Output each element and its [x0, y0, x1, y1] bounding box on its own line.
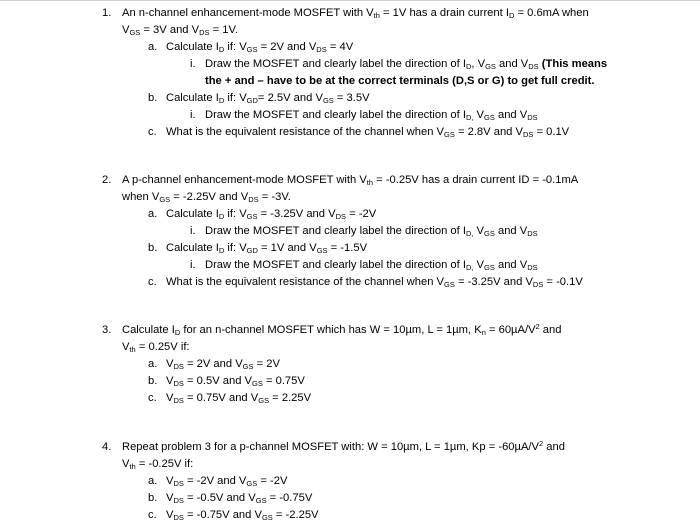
part-c-text: What is the equivalent resistance of the channel when $V_{GS} = 2.8V$ and $V_{DS} = 0.1V$ [166, 126, 570, 139]
subpart-label: i. [190, 58, 196, 70]
problem-statement-line-1: A p-channel enhancement-mode MOSFET with $V_{th} = -0.25V$ has a drain current ID = -0.1mA [122, 174, 579, 187]
problem-number: 4. [102, 441, 112, 453]
part-a-text: $V_{DS} = 2V$ and $V_{GS} = 2V$ [166, 358, 280, 371]
part-a-text: $V_{DS} = -2V$ and $V_{GS} = -2V$ [166, 475, 288, 488]
part-c-text: $V_{DS} = 0.75V$ and $V_{GS} = 2.25V$ [166, 392, 312, 405]
problem-statement-line-2: $V_{th} = 0.25V$ if: [122, 341, 190, 354]
part-label: c. [148, 392, 157, 404]
problem-statement-line-2: $V_{th} = -0.25V$ if: [122, 458, 194, 471]
problem-statement-line-2: $V_{GS} = 3V$ and $V_{DS} = 1V$. [122, 24, 239, 37]
part-label: c. [148, 126, 157, 138]
part-b-text: $V_{DS} = -0.5V$ and $V_{GS} = -0.75V$ [166, 492, 313, 505]
part-label: a. [148, 475, 158, 487]
subpart-b-i-text: Draw the MOSFET and clearly label the direction of $I_{D,}$ $V_{GS}$ and $V_{DS}$ [205, 259, 538, 272]
part-label: a. [148, 41, 158, 53]
problem-statement-line-1: Calculate $I_D$ for an n-channel MOSFET which has W = 10µm, L = 1µm, $K_n = 60\mu A/V^2$ and [122, 322, 562, 337]
subpart-a-i-text-cont: the + and – have to be at the correct terminals (D,S or G) to get full credit. [205, 75, 595, 87]
part-c-text: $V_{DS} = -0.75V$ and $V_{GS} = -2.25V$ [166, 509, 319, 522]
part-b-text: $V_{DS} = 0.5V$ and $V_{GS} = 0.75V$ [166, 375, 305, 388]
problem-number: 3. [102, 324, 112, 336]
subpart-label: i. [190, 225, 196, 237]
top-rule [0, 0, 700, 1]
problem-number: 1. [102, 7, 112, 19]
part-a-text: Calculate $I_D$ if: $V_{GS} = -3.25V$ and $V_{DS} = -2V$ [166, 208, 377, 221]
part-b-text: Calculate $I_D$ if: $V_{GD} = 1V$ and $V_{GS} = -1.5V$ [166, 242, 368, 255]
part-c-text: What is the equivalent resistance of the channel when $V_{GS} = -3.25V$ and $V_{DS} = -0.1V$ [166, 276, 583, 289]
part-label: c. [148, 276, 157, 288]
problem-statement-line-1: Repeat problem 3 for a p-channel MOSFET with: W = 10µm, L = 1µm, $Kp = -60\mu A/V^2$ and [122, 439, 565, 453]
subpart-a-i-text: Draw the MOSFET and clearly label the direction of $I_{D,}$ $V_{GS}$ and $V_{DS}$ [205, 225, 538, 238]
problem-statement-line-2: when $V_{GS} = -2.25V$ and $V_{DS} = -3V$. [122, 191, 291, 204]
part-label: b. [148, 242, 158, 254]
subpart-a-i-text: Draw the MOSFET and clearly label the direction of $I_D$, $V_{GS}$ and $V_{DS}$ (This means [205, 58, 608, 71]
part-label: c. [148, 509, 157, 521]
subpart-b-i-text: Draw the MOSFET and clearly label the direction of $I_{D,}$ $V_{GS}$ and $V_{DS}$ [205, 109, 538, 122]
part-a-text: Calculate $I_D$ if: $V_{GS} = 2V$ and $V_{DS} = 4V$ [166, 41, 354, 54]
subpart-label: i. [190, 259, 196, 271]
part-label: b. [148, 492, 158, 504]
part-label: a. [148, 208, 158, 220]
part-label: b. [148, 375, 158, 387]
part-label: b. [148, 92, 158, 104]
problem-statement-line-1: An n-channel enhancement-mode MOSFET with $V_{th} = 1V$ has a drain current $I_D = 0.6mA$ when [122, 7, 589, 20]
part-b-text: Calculate $I_D$ if: $V_{GD}= 2.5V$ and $V_{GS} = 3.5V$ [166, 92, 370, 105]
problem-number: 2. [102, 174, 112, 186]
subpart-label: i. [190, 109, 196, 121]
part-label: a. [148, 358, 158, 370]
